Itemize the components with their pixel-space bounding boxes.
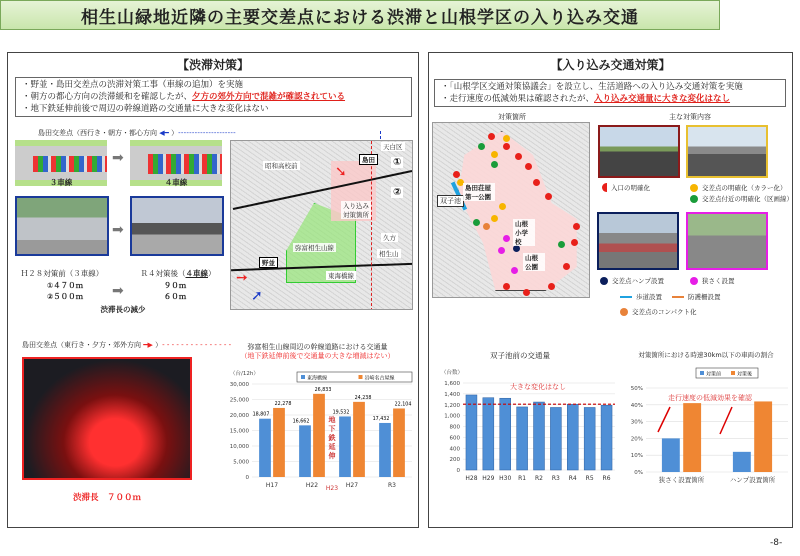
map-label: 弥富相生山線: [295, 244, 334, 252]
jam-length: 渋滞長 ７００ｍ: [72, 493, 141, 503]
map-marker-icon: [503, 235, 510, 242]
data-label: 26,833: [314, 387, 332, 393]
y-tick-label: 0: [456, 468, 460, 474]
legend-marker-icon: [690, 195, 698, 203]
x-tick-label: H28: [465, 475, 478, 482]
legend-item: [620, 292, 662, 301]
arrow-icon: [720, 407, 732, 434]
x-tick-label: R3: [551, 475, 560, 482]
y-tick-label: 30,000: [229, 382, 249, 388]
x-tick-label: R1: [518, 475, 527, 482]
arrow-icon: ➡: [112, 150, 124, 166]
congestion-summary: [15, 77, 412, 117]
map-marker-1: ①: [393, 157, 402, 168]
map-label-nonami: 野並: [259, 257, 278, 268]
legend-marker-icon: [672, 296, 684, 298]
x-tick-label: R6: [602, 475, 611, 482]
y-tick-label: 600: [449, 435, 460, 442]
y-tick-label: 1,200: [444, 402, 460, 409]
legend-marker-icon: [600, 277, 608, 285]
bar: [299, 425, 311, 477]
x-tick-label: R3: [388, 482, 396, 489]
map-label: 久方: [383, 234, 396, 242]
legend-marker-icon: [620, 308, 628, 316]
before-values: ①４７０ｍ ②５００ｍ: [46, 281, 84, 301]
map-marker-icon: [483, 223, 490, 230]
x-tick-label: R5: [585, 475, 594, 482]
map-marker-icon: [491, 151, 498, 158]
after-values: ９０ｍ ６０ｍ: [163, 281, 187, 301]
annotation-char: 伸: [328, 452, 336, 460]
arrow-icon: ➘: [335, 164, 347, 180]
y-axis-label: （台/12h）: [230, 371, 259, 377]
arrow-icon: ➚: [251, 288, 263, 304]
bar: [339, 416, 351, 477]
y-tick-label: 20%: [630, 436, 643, 443]
annotation-char: 地: [328, 416, 336, 424]
x-tick-label: H30: [499, 475, 512, 482]
map-marker-icon: [525, 163, 532, 170]
area-map: [230, 140, 413, 310]
bullet: ・走行速度の低減効果は確認されたが、入り込み交通量に大きな変化はなし: [441, 94, 731, 104]
before-photo: [15, 196, 109, 256]
legend-item: [690, 194, 793, 203]
bar: [584, 407, 595, 470]
legend-marker-icon: [620, 296, 632, 298]
annotation: 大きな変化はなし: [510, 383, 566, 391]
y-tick-label: 40%: [630, 402, 643, 409]
bar: [313, 394, 325, 477]
measures-title: 主な対策内容: [669, 113, 711, 121]
bar: [353, 402, 365, 477]
night-congestion-photo: [22, 357, 192, 480]
legend-item: [600, 276, 664, 285]
legend-item: [672, 292, 721, 301]
y-tick-label: 200: [449, 457, 460, 464]
bar: [733, 452, 751, 472]
countermeasure-map: [432, 122, 590, 298]
arrow-icon: ➙: [236, 270, 248, 286]
y-tick-label: 800: [449, 424, 460, 431]
map-marker-icon: [558, 241, 565, 248]
map-marker-icon: [515, 153, 522, 160]
data-label: 17,432: [372, 416, 390, 422]
x-tick-label: R2: [535, 475, 543, 482]
color-intersection-photo: [686, 125, 768, 178]
data-label: 16,662: [292, 419, 310, 425]
bar: [500, 398, 511, 470]
data-label: 18,807: [252, 412, 270, 418]
y-axis-label: （台数）: [441, 370, 464, 376]
narrowing-photo: [686, 212, 768, 270]
annotation-char: 延: [328, 443, 336, 451]
map-marker-2: ②: [393, 187, 402, 198]
map-marker-icon: [513, 245, 520, 252]
map-marker-icon: [453, 171, 460, 178]
legend-swatch: [700, 371, 704, 375]
entrance-photo: [598, 125, 680, 178]
arrow-icon: [658, 407, 670, 432]
map-marker-icon: [571, 239, 578, 246]
before-label: Ｈ２８対策前（３車線）: [20, 269, 104, 278]
data-label: 24,238: [354, 395, 372, 401]
x-tick-label: R4: [568, 475, 577, 482]
y-tick-label: 25,000: [229, 397, 249, 404]
map-marker-icon: [473, 219, 480, 226]
bar: [550, 407, 561, 470]
y-tick-label: 5,000: [233, 459, 249, 466]
y-tick-label: 10,000: [229, 444, 249, 450]
legend-marker-icon: [690, 184, 698, 192]
map-label: 双子池: [437, 195, 464, 207]
lane-3-label: ３車線: [49, 178, 73, 187]
y-tick-label: 0%: [634, 470, 643, 476]
y-tick-label: 0: [245, 475, 249, 481]
map-marker-icon: [498, 247, 505, 254]
map-marker-icon: [499, 203, 506, 210]
bar: [662, 438, 680, 472]
congestion-heading: 【渋滞対策】: [176, 58, 249, 72]
bar: [683, 403, 701, 472]
legend-label: 岩崎名古屋線: [364, 375, 395, 382]
map-marker-icon: [488, 133, 495, 140]
map-marker-icon: [548, 283, 555, 290]
y-tick-label: 20,000: [229, 413, 249, 419]
map-title: 対策箇所: [498, 113, 526, 121]
arrow-icon: ➡: [112, 283, 124, 299]
bullet: ・「山根学区交通対策協議会」を設立し、生活道路への入り込み交通対策を実施: [441, 82, 743, 92]
page-number: -8-: [770, 538, 783, 548]
legend-label: 歩道設置: [636, 293, 662, 301]
bullet: ・野並・島田交差点の渋滞対策工事（車線の追加）を実施: [22, 80, 244, 90]
bar: [273, 408, 285, 477]
bar: [379, 423, 391, 477]
map-label: 山根公園: [523, 253, 545, 271]
map-marker-icon: [503, 283, 510, 290]
y-tick-label: 1,400: [444, 391, 460, 398]
legend-swatch: [731, 371, 735, 375]
map-marker-icon: [563, 263, 570, 270]
chart-title: 対策箇所における時速30km以下の車両の割合: [638, 351, 774, 359]
map-label: 入り込み対策箇所: [343, 202, 369, 219]
legend-label: 交差点のコンパクト化: [632, 308, 697, 316]
map-marker-icon: [511, 267, 518, 274]
bar: [534, 402, 545, 470]
x-tick-label: H22: [305, 482, 319, 489]
map-label: 東海橋線: [328, 272, 354, 280]
bar: [601, 405, 612, 470]
legend-marker-icon: [602, 183, 607, 192]
y-tick-label: 30%: [630, 419, 643, 426]
lane-4-label: ４車線: [164, 178, 188, 187]
legend-marker-icon: [690, 277, 698, 285]
y-tick-label: 10%: [630, 453, 643, 460]
east-caption: 島田交差点（東行き・夕方・郊外方向 ━▶ ）- - - - - - - - - - - - - - -: [22, 341, 232, 349]
legend-item: [690, 183, 787, 192]
x-tick-label: H27: [345, 482, 359, 489]
chart-title: 弥富相生山線周辺の幹線道路における交通量: [247, 343, 388, 351]
map-marker-icon: [523, 289, 530, 296]
legend-swatch: [359, 375, 363, 379]
bar: [393, 408, 405, 477]
map-marker-icon: [573, 223, 580, 230]
legend-label: 対策前: [706, 371, 722, 378]
bullet: ・地下鉄延伸前後で周辺の幹線道路の交通量に大きな変化はない: [22, 104, 269, 114]
legend-label: 入口の明確化: [611, 184, 650, 192]
legend-item: [620, 307, 697, 316]
annotation: 走行速度の低減効果を確認: [668, 394, 752, 402]
speed-ratio-chart: [618, 362, 793, 512]
legend-label: 交差点の明確化（カラー化）: [702, 184, 787, 192]
bar: [567, 404, 578, 470]
legend-label: 交差点付近の明確化（区画線）: [702, 195, 793, 203]
west-caption: 島田交差点（西行き・朝方・都心方向 ◀━ ）- - - - - - - - - - - - - - - - - - - - -: [38, 129, 235, 137]
y-tick-label: 50%: [630, 386, 643, 392]
data-label: 22,104: [394, 402, 412, 408]
intrusion-heading: 【入り込み交通対策】: [550, 58, 671, 72]
bar: [483, 398, 494, 470]
map-label: 島田荘屋第一公園: [463, 183, 495, 201]
map-label-shimada: 島田: [359, 154, 378, 165]
map-label: 相生山: [379, 250, 399, 258]
map-marker-icon: [503, 135, 510, 142]
map-marker-icon: [533, 179, 540, 186]
x-tick-label: 狭さく設置箇所: [658, 476, 705, 484]
y-tick-label: 400: [449, 446, 460, 453]
data-label: 22,278: [274, 401, 292, 407]
y-tick-label: 1,000: [444, 413, 460, 420]
legend-swatch: [301, 375, 305, 379]
x-tick-label: H29: [482, 475, 495, 482]
legend-label: 狭さく設置: [702, 277, 735, 285]
data-label: 19,532: [332, 410, 350, 416]
y-tick-label: 15,000: [229, 428, 249, 435]
annotation-char: 鉄: [328, 434, 336, 442]
legend-label: 東海橋線: [307, 375, 328, 382]
reduction-label: 渋滞長の減少: [100, 305, 146, 314]
after-label: Ｒ４対策後（４車線）: [140, 269, 216, 278]
arrow-icon: ➡: [112, 222, 124, 238]
map-marker-icon: [478, 143, 485, 150]
x-tick-label: ハンプ設置箇所: [729, 476, 776, 484]
bar: [466, 395, 477, 470]
bullet: ・朝方の都心方向の渋滞緩和を確認したが、夕方の郊外方向で混雑が確認されている: [22, 92, 346, 102]
annotation-char: 下: [328, 425, 336, 433]
arterial-traffic-chart: [212, 362, 417, 514]
map-label: 天白区: [383, 143, 403, 151]
legend-label: 交差点ハンプ設置: [612, 277, 664, 285]
bar: [517, 407, 528, 470]
chart-title: 双子池前の交通量: [490, 351, 550, 360]
hump-photo: [597, 212, 679, 270]
map-marker-icon: [503, 143, 510, 150]
bar: [754, 401, 772, 472]
legend-label: 対策後: [737, 371, 753, 378]
legend-item: [690, 276, 735, 285]
link-line: [380, 131, 381, 139]
x-tick-label: H17: [265, 482, 279, 489]
page-title: 相生山緑地近隣の主要交差点における渋滞と山根学区の入り込み交通: [0, 0, 720, 30]
chart-subtitle: （地下鉄延伸前後で交通量の大きな増減はない）: [240, 352, 395, 360]
intrusion-summary: [434, 79, 786, 107]
legend-label: 防護柵設置: [688, 293, 721, 301]
futagoike-traffic-chart: [428, 362, 618, 512]
map-label: 山根小学校: [513, 219, 535, 246]
after-photo: [130, 196, 224, 256]
annotation-x: H23: [325, 485, 339, 492]
legend-item: [602, 183, 650, 192]
map-label: 昭和高校前: [265, 162, 298, 170]
map-marker-icon: [491, 161, 498, 168]
bar: [259, 419, 271, 477]
map-marker-icon: [545, 193, 552, 200]
map-marker-icon: [491, 215, 498, 222]
y-tick-label: 1,600: [444, 381, 460, 387]
